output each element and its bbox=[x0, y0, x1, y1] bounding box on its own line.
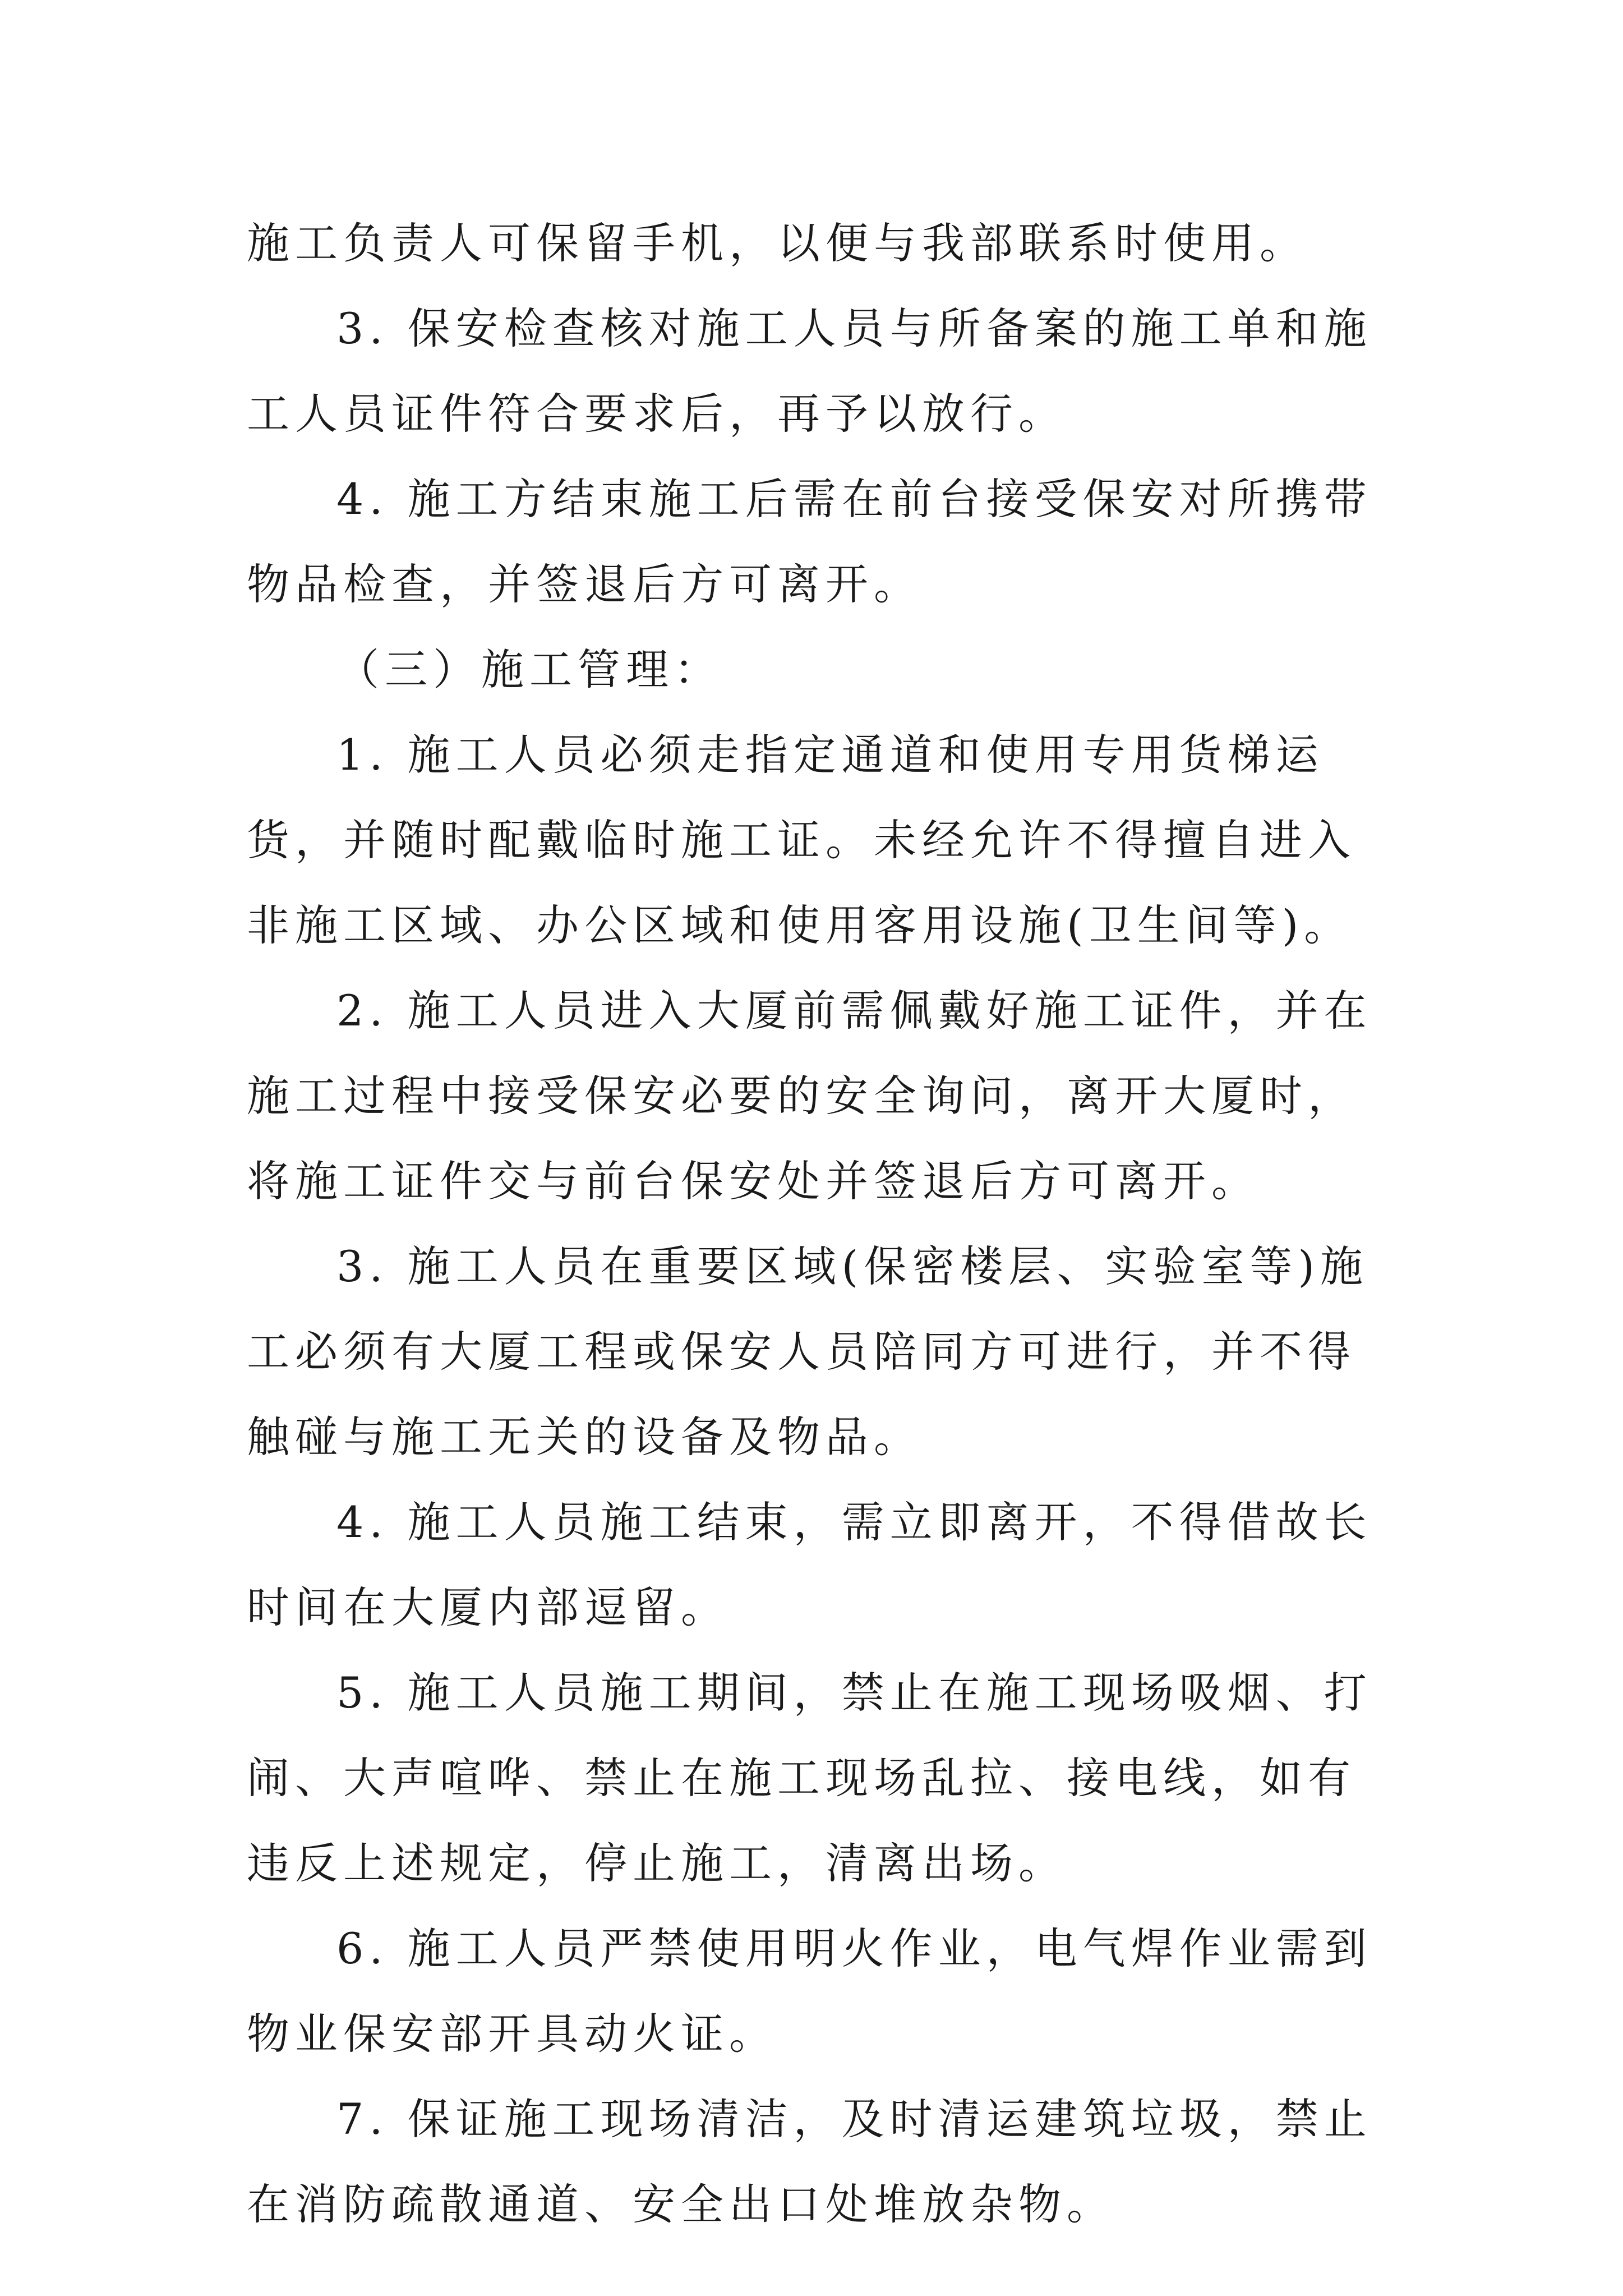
paragraph-rule-1: 1. 施工人员必须走指定通道和使用专用货梯运货，并随时配戴临时施工证。未经允许不得擅自进入非施工区域、办公区域和使用客用设施(卫生间等)。 bbox=[247, 730, 1356, 950]
document-body bbox=[247, 201, 1396, 2247]
paragraph-continuation: 施工负责人可保留手机，以便与我部联系时使用。 bbox=[247, 218, 1308, 268]
paragraph-rule-6: 6. 施工人员严禁使用明火作业，电气焊作业需到物业保安部开具动火证。 bbox=[247, 1924, 1372, 2059]
paragraph-rule-2: 2. 施工人员进入大厦前需佩戴好施工证件，并在施工过程中接受保安必要的安全询问，离开大厦时，将施工证件交与前台保安处并签退后方可离开。 bbox=[247, 986, 1372, 1206]
paragraph-rule-4: 4. 施工人员施工结束，需立即离开，不得借故长时间在大厦内部逗留。 bbox=[247, 1497, 1372, 1632]
paragraph-item-3-security-check: 3. 保安检查核对施工人员与所备案的施工单和施工人员证件符合要求后，再予以放行。 bbox=[247, 303, 1372, 439]
paragraph-rule-5: 5. 施工人员施工期间，禁止在施工现场吸烟、打闹、大声喧哗、禁止在施工现场乱拉、接电线，如有违反上述规定，停止施工，清离出场。 bbox=[247, 1668, 1372, 1888]
section-heading-construction-management: （三）施工管理： bbox=[336, 645, 722, 694]
paragraph-rule-7: 7. 保证施工现场清洁，及时清运建筑垃圾，禁止在消防疏散通道、安全出口处堆放杂物。 bbox=[247, 2094, 1372, 2229]
paragraph-item-4-checkout: 4. 施工方结束施工后需在前台接受保安对所携带物品检查，并签退后方可离开。 bbox=[247, 474, 1372, 609]
paragraph-rule-3: 3. 施工人员在重要区域(保密楼层、实验室等)施工必须有大厦工程或保安人员陪同方可进行，并不得触碰与施工无关的设备及物品。 bbox=[247, 1241, 1368, 1462]
